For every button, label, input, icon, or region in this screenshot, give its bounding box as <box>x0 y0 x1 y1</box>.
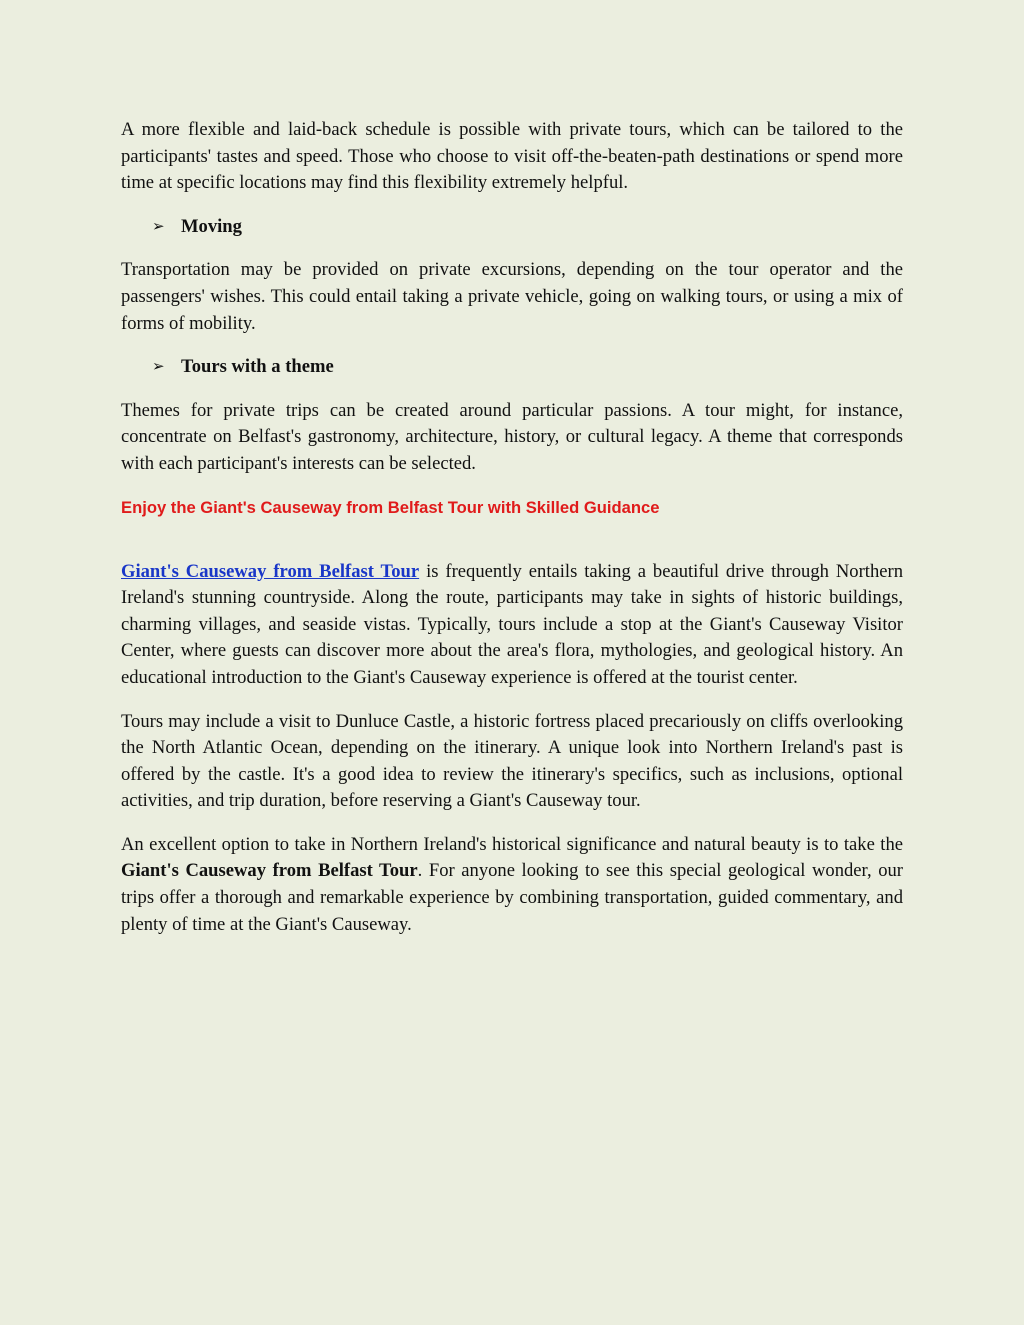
paragraph-tour-drive <box>121 559 903 692</box>
paragraph-conclusion <box>121 832 903 938</box>
paragraph-conclusion-end: . For anyone looking to see this special geological wonder, our trips offer a thorough and remarkable experience by combining transportation, guided commentary, and plenty of time at the Giant's Causeway. <box>121 860 903 935</box>
paragraph-tour-drive-text: is frequently entails taking a beautiful drive through Northern Ireland's stunning countryside. Along the route, participants may take in sights of historic buildings, charming villages, and seaside vistas. Typically, tours include a stop at the Giant's Causeway Visitor Center, where guests can discover more about the area's flora, mythologies, and geological history. An educational introduction to the Giant's Causeway experience is offered at the tourist center. <box>121 560 903 688</box>
tour-name-bold: Giant's Causeway from Belfast Tour <box>121 860 418 882</box>
bullet-moving <box>152 214 903 241</box>
document-page <box>121 117 903 955</box>
bullet-moving-label: Moving <box>181 215 242 237</box>
tour-link[interactable]: Giant's Causeway from Belfast Tour <box>121 560 420 582</box>
paragraph-transportation: Transportation may be provided on private excursions, depending on the tour operator and the passengers' wishes. This could entail taking a private vehicle, going on walking tours, or using a mix of forms of mobility. <box>121 259 903 334</box>
arrow-bullet-icon: ➢ <box>152 219 165 236</box>
paragraph-themes: Themes for private trips can be created around particular passions. A tour might, for instance, concentrate on Belfast's gastronomy, architecture, history, or cultural legacy. A theme that corresponds with each participant's interests can be selected. <box>121 399 903 474</box>
paragraph-conclusion-start: An excellent option to take in Northern Ireland's historical significance and natural beauty is to take the <box>121 833 903 855</box>
bullet-tours-with-theme-label: Tours with a theme <box>181 356 334 378</box>
bullet-tours-with-theme <box>152 354 903 381</box>
section-heading: Enjoy the Giant's Causeway from Belfast Tour with Skilled Guidance <box>121 497 660 517</box>
arrow-bullet-icon: ➢ <box>152 359 165 376</box>
paragraph-private-tours-flexibility: A more flexible and laid-back schedule is possible with private tours, which can be tailored to the participants' tastes and speed. Those who choose to visit off-the-beaten-path destinations or spend more time at specific locations may find this flexibility extremely helpful. <box>121 119 903 194</box>
paragraph-dunluce-castle: Tours may include a visit to Dunluce Castle, a historic fortress placed precariously on cliffs overlooking the North Atlantic Ocean, depending on the itinerary. A unique look into Northern Ireland's past is offered by the castle. It's a good idea to review the itinerary's specifics, such as inclusions, optional activities, and trip duration, before reserving a Giant's Causeway tour. <box>121 710 903 812</box>
